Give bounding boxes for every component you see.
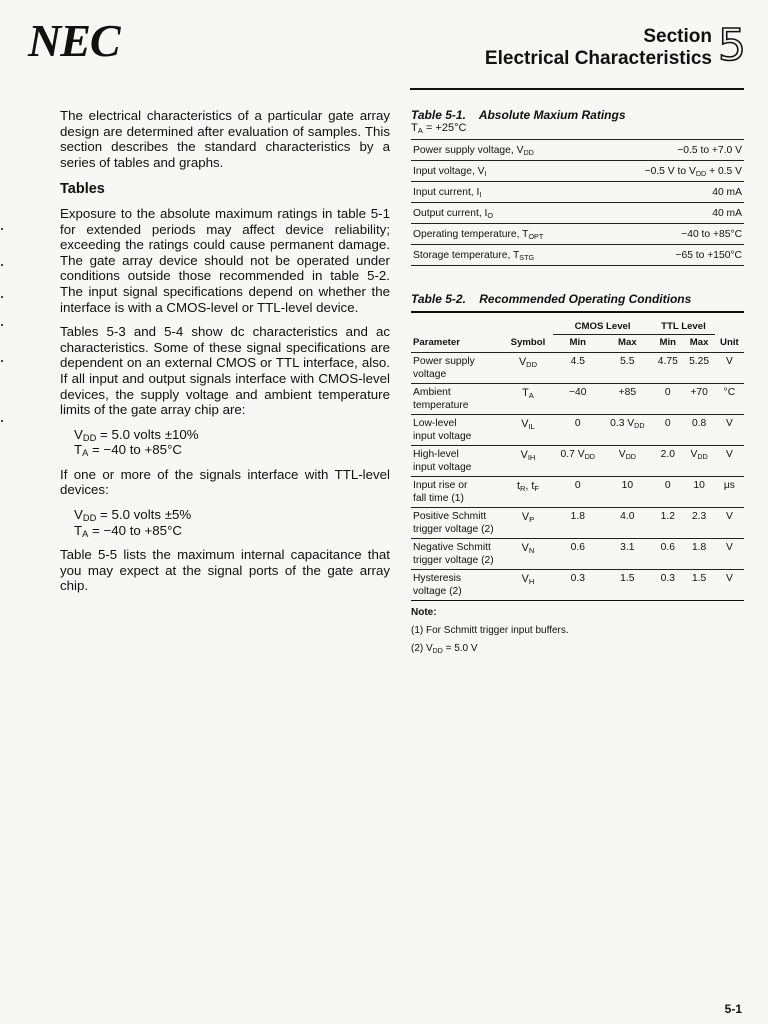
conditions-row (411, 384, 744, 415)
condition-symbol: $V_H$ (503, 570, 553, 601)
cmos-level-header: CMOS Level (553, 319, 652, 335)
blank-header (715, 319, 744, 335)
rating-value: −0.5 V to $V_{DD} + 0.5$ V (601, 161, 744, 182)
condition-parameter: Ambient temperature (411, 384, 503, 415)
conditions-row (411, 415, 744, 446)
tables-column (411, 108, 744, 661)
condition-ttl-min: 0 (652, 384, 683, 415)
table2-number: Table 5-2. (411, 292, 466, 306)
ttl-level-header: TTL Level (652, 319, 715, 335)
ratings-row (411, 182, 744, 203)
condition-parameter: Input rise or fall time (1) (411, 477, 503, 508)
cmos-min-header: Min (553, 335, 603, 353)
ttl-vdd-value: = 5.0 volts ±5% (100, 507, 192, 523)
capacitance-paragraph: Table 5-5 lists the maximum internal capacitance that you may expect at the signal ports of the gate array chip. (60, 547, 390, 594)
condition-parameter: Negative Schmitt trigger voltage (2) (411, 539, 503, 570)
table1-caption (411, 108, 744, 122)
conditions-row (411, 570, 744, 601)
note-title: Note: (411, 607, 437, 618)
condition-symbol: $t_R$, $t_F$ (503, 477, 553, 508)
table1-title: Absolute Maxium Ratings (478, 108, 626, 122)
condition-cmos-max: 3.1 (603, 539, 653, 570)
condition-unit: °C (715, 384, 744, 415)
condition-ttl-min: 2.0 (652, 446, 683, 477)
table2-top-rule (411, 311, 744, 313)
blank-header (503, 319, 553, 335)
nec-logo: NEC (28, 15, 120, 66)
condition-ttl-max: $V_{DD}$ (683, 446, 714, 477)
condition-symbol: $T_A$ (503, 384, 553, 415)
scan-speck (1, 228, 3, 230)
rating-parameter: Input current, $I_I$ (411, 182, 601, 203)
condition-unit: V (715, 539, 744, 570)
condition-unit: V (715, 570, 744, 601)
condition-ttl-min: 0 (652, 477, 683, 508)
condition-parameter: Positive Schmitt trigger voltage (2) (411, 508, 503, 539)
rating-parameter: Operating temperature, $T_{OPT}$ (411, 224, 601, 245)
condition-cmos-min: 0.6 (553, 539, 603, 570)
condition-parameter: Hysteresis voltage (2) (411, 570, 503, 601)
condition-unit: μs (715, 477, 744, 508)
condition-unit: V (715, 415, 744, 446)
condition-ttl-min: 0.6 (652, 539, 683, 570)
parameter-header: Parameter (411, 335, 503, 353)
condition-cmos-min: 0.3 (553, 570, 603, 601)
table1-number: Table 5-1. (411, 108, 466, 122)
scan-speck (1, 264, 3, 266)
table2-caption (411, 292, 744, 306)
section-title: Electrical Characteristics (484, 48, 712, 69)
ttl-ta-value: = −40 to +85°C (92, 522, 182, 538)
rating-parameter: Storage temperature, $T_{STG}$ (411, 245, 601, 266)
condition-symbol: $V_{IL}$ (503, 415, 553, 446)
condition-symbol: $V_{DD}$ (503, 353, 553, 384)
rating-value: 40 mA (601, 203, 744, 224)
rating-value: −0.5 to +7.0 V (601, 140, 744, 161)
condition-cmos-min: 0 (553, 477, 603, 508)
page-number: 5-1 (724, 1002, 742, 1016)
condition-unit: V (715, 508, 744, 539)
table1-condition: $T_A = +25^\circ C$ (411, 122, 467, 135)
rating-parameter: Power supply voltage, $V_{DD}$ (411, 140, 601, 161)
section-label: Section (643, 26, 712, 47)
ttl-limits (74, 507, 390, 538)
table2-title: Recommended Operating Conditions (479, 292, 692, 306)
table2-notes (411, 607, 744, 655)
table1-condition-value: = +25°C (425, 122, 467, 134)
condition-cmos-max: 4.0 (603, 508, 653, 539)
scan-speck (1, 360, 3, 362)
condition-unit: V (715, 353, 744, 384)
condition-unit: V (715, 446, 744, 477)
ratings-row (411, 224, 744, 245)
condition-ttl-min: 4.75 (652, 353, 683, 384)
condition-cmos-min: 1.8 (553, 508, 603, 539)
condition-cmos-max: 10 (603, 477, 653, 508)
intro-paragraph: The electrical characteristics of a particular gate array design are determined after evaluation of samples. This section describes the standard characteristics by a series of tables and graphs. (60, 108, 390, 170)
section-header (485, 26, 712, 70)
rating-value: 40 mA (601, 182, 744, 203)
condition-parameter: High-level input voltage (411, 446, 503, 477)
condition-cmos-min: −40 (553, 384, 603, 415)
note-2 (411, 643, 744, 655)
condition-cmos-max: 1.5 (603, 570, 653, 601)
conditions-row (411, 477, 744, 508)
condition-ttl-max: +70 (683, 384, 714, 415)
ratings-row (411, 161, 744, 182)
conditions-row (411, 508, 744, 539)
condition-cmos-min: 0 (553, 415, 603, 446)
cmos-ta-value: = −40 to +85°C (92, 442, 182, 458)
body-text-column (60, 108, 390, 603)
cmos-vdd: $V_{DD} = 5.0$ volts ±10% (74, 426, 199, 443)
rating-value: −65 to +150°C (601, 245, 744, 266)
condition-cmos-max: 5.5 (603, 353, 653, 384)
absolute-max-ratings-table (411, 139, 744, 266)
note-1: (1) For Schmitt trigger input buffers. (411, 625, 569, 636)
blank-header (411, 319, 503, 335)
ratings-row (411, 203, 744, 224)
scan-speck (1, 324, 3, 326)
scan-speck (1, 296, 3, 298)
condition-cmos-max: $V_{DD}$ (603, 446, 653, 477)
recommended-operating-conditions-table (411, 319, 744, 601)
ttl-paragraph: If one or more of the signals interface with TTL-level devices: (60, 466, 390, 498)
ttl-max-header: Max (683, 335, 714, 353)
condition-cmos-min: 4.5 (553, 353, 603, 384)
note-2-suffix: = 5.0 V (442, 643, 478, 654)
condition-ttl-max: 1.8 (683, 539, 714, 570)
dc-ac-paragraph: Tables 5-3 and 5-4 show dc characteristics and ac characteristics. Some of these signal specifications are dependent on an external CMOS or TTL interface, also. If all input and output signals interface with CMOS-level devices, the supply voltage and ambient temperature limits of the gate array chip are: (60, 324, 390, 418)
condition-symbol: $V_N$ (503, 539, 553, 570)
condition-cmos-max: +85 (603, 384, 653, 415)
ttl-min-header: Min (652, 335, 683, 353)
condition-symbol: $V_{IH}$ (503, 446, 553, 477)
rating-parameter: Input voltage, $V_I$ (411, 161, 601, 182)
symbol-header: Symbol (503, 335, 553, 353)
conditions-row (411, 446, 744, 477)
condition-cmos-min: 0.7 $V_{DD}$ (553, 446, 603, 477)
condition-ttl-min: 1.2 (652, 508, 683, 539)
condition-ttl-max: 0.8 (683, 415, 714, 446)
cmos-limits (74, 427, 390, 458)
condition-ttl-max: 1.5 (683, 570, 714, 601)
condition-parameter: Low-level input voltage (411, 415, 503, 446)
condition-ttl-min: 0.3 (652, 570, 683, 601)
condition-ttl-max: 5.25 (683, 353, 714, 384)
ratings-paragraph: Exposure to the absolute maximum ratings in table 5-1 for extended periods may affect device reliability; exceeding the ratings could cause permanent damage. The gate array device should not be operated under conditions outside those recommended in table 5-2. The input signal specifications depend on whether the interface is with a CMOS-level or TTL-level device. (60, 205, 390, 315)
conditions-row (411, 539, 744, 570)
note-2-prefix: (2) V (411, 643, 433, 654)
cmos-ta: $T_A = -40$ to +85°C (74, 442, 182, 459)
condition-ttl-min: 0 (652, 415, 683, 446)
ratings-row (411, 140, 744, 161)
rating-parameter: Output current, $I_O$ (411, 203, 601, 224)
condition-ttl-max: 2.3 (683, 508, 714, 539)
scan-speck (1, 420, 3, 422)
condition-parameter: Power supply voltage (411, 353, 503, 384)
unit-header: Unit (715, 335, 744, 353)
ratings-row (411, 245, 744, 266)
header-rule (410, 88, 744, 90)
section-number: 5 (718, 20, 746, 71)
rating-value: −40 to +85°C (601, 224, 744, 245)
cmos-max-header: Max (603, 335, 653, 353)
note-2-sub: DD (432, 648, 443, 655)
tables-heading: Tables (60, 181, 105, 198)
cmos-vdd-value: = 5.0 volts ±10% (100, 426, 199, 442)
condition-symbol: $V_P$ (503, 508, 553, 539)
condition-ttl-max: 10 (683, 477, 714, 508)
ttl-vdd: $V_{DD} = 5.0$ volts ±5% (74, 507, 192, 524)
conditions-row (411, 353, 744, 384)
condition-cmos-max: 0.3 $V_{DD}$ (603, 415, 653, 446)
ttl-ta: $T_A = -40$ to +85°C (74, 522, 182, 539)
